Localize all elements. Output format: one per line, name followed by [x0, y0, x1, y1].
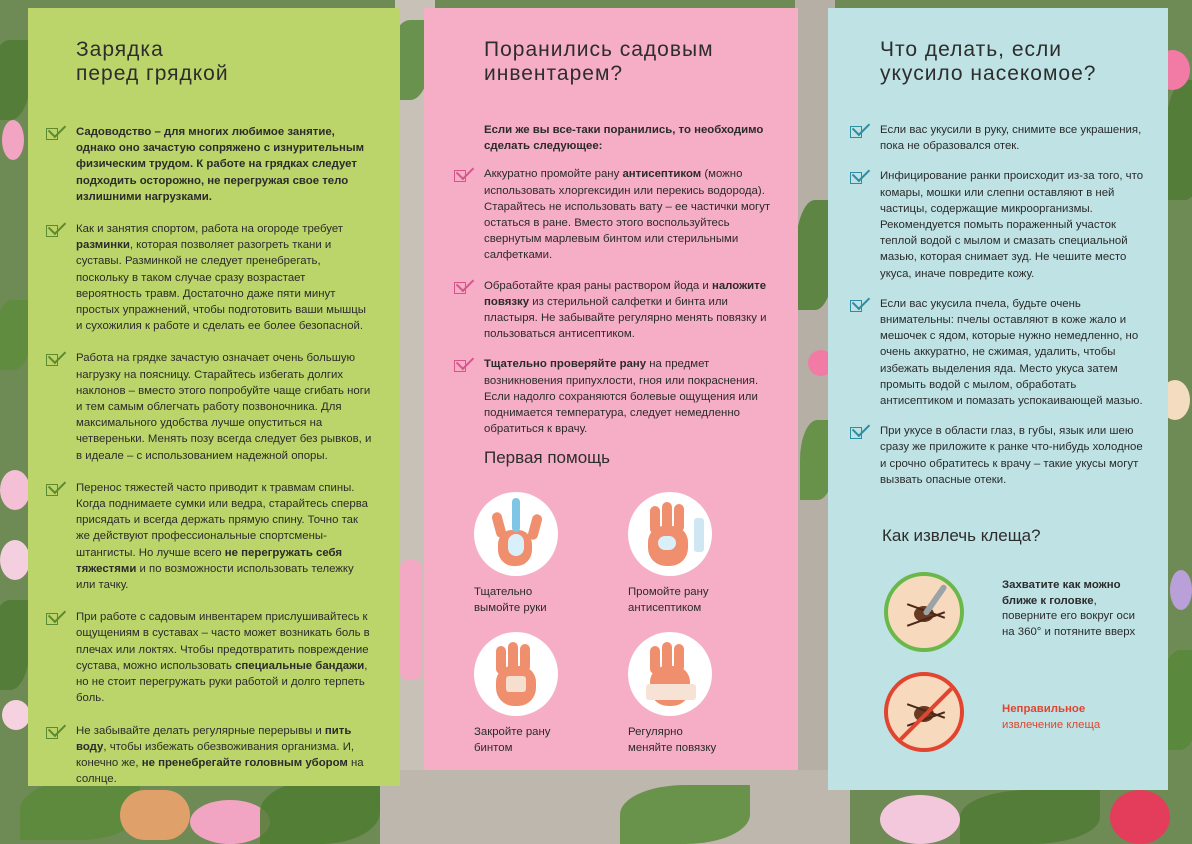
- aid-cover-wound: Закройте рану бинтом: [474, 632, 624, 756]
- aid-antiseptic: Промойте рану антисептиком: [628, 492, 778, 616]
- aid-change-bandage: Регулярно меняйте повязку: [628, 632, 778, 756]
- section-face: При укусе в области глаз, в губы, язык или шею сразу же приложите к ранке что-нибудь холодное и срочно обратитесь к врачу – такие укусы могут вызвать опасные отеки.: [880, 423, 1146, 488]
- panel-title: Что делать, если укусило насекомое?: [880, 38, 1097, 85]
- checkbox-icon: [850, 296, 870, 314]
- section-bee: Если вас укусила пчела, будьте очень внимательны: пчелы оставляют в коже жало и мешочек с ядом, которые нужно немедленно, но очень аккуратно, не сжимая, удалить, чтобы избежать выделения яда. Место укуса затем промыть водой с мылом, обработать антисептиком и помазать успокаивающей мазью.: [880, 296, 1146, 409]
- section-warmup: Как и занятия спортом, работа на огороде требует разминки, которая позволяет разогреть ткани и суставы. Разминкой не следует пренебрегать, поскольку в таком случае сразу возрастает вероятность травм. Достаточно даже пяти минут простых упражнений, чтобы подготовить ваши мышцы и сухожилия к работе и сделать ее более безопасной.: [76, 221, 372, 334]
- section-breaks: Не забывайте делать регулярные перерывы и пить воду, чтобы избежать обезвоживания организма. И, конечно же, не пренебрегайте головным убором на солнце.: [76, 723, 372, 788]
- antiseptic-hand-icon: [628, 492, 712, 576]
- section-back: Работа на грядке зачастую означает очень большую нагрузку на поясницу. Старайтесь избегать долгих наклонов – вместо этого попробуйте чаще сгибать ноги и тем самым облегчать работу позвоночника. Для максимального удобства лучше опуститься на четвереньки. Менять позу всегда следует без рывков, и в идеале – с использованием надежной опоры.: [76, 350, 372, 463]
- tick-title: Как извлечь клеща?: [882, 526, 1041, 545]
- section-infection: Инфицирование ранки происходит из-за того, что комары, мошки или слепни оставляют в ней частицы, содержащие микроорганизмы. Рекомендуется помыть пораженный участок теплой водой с мылом и смазать специальной мазью, которая снимает зуд. Не чешите место укуса, иначе повредите кожу.: [880, 168, 1146, 281]
- section-antiseptic: Аккуратно промойте рану антисептиком (можно использовать хлоргексидин или перекись водорода). Старайтесь не использовать вату – ее частички могут остаться в ране. Вместо этого воспользуйтесь свернутым марлевым бинтом или стерильными салфетками.: [484, 166, 776, 263]
- wrong-removal-text: Неправильное извлечение клеща: [1002, 703, 1101, 731]
- bandage-change-icon: [628, 632, 712, 716]
- panel-injury: [424, 8, 798, 770]
- panel-insect-bite: [828, 8, 1168, 790]
- section-intro: Если же вы все-таки поранились, то необходимо сделать следующее:: [484, 124, 764, 153]
- panel-title: Зарядка перед грядкой: [76, 38, 229, 85]
- checkbox-icon: [850, 122, 870, 140]
- checkbox-icon: [46, 350, 66, 368]
- section-bandage: Обработайте края раны раствором йода и наложите повязку из стерильной салфетки и бинта или пластыря. Не забывайте регулярно менять повязку и пользоваться антисептиком.: [484, 278, 776, 343]
- checkbox-icon: [850, 168, 870, 186]
- panel-warmup: [28, 8, 400, 786]
- wash-hands-icon: [474, 492, 558, 576]
- checkbox-icon: [46, 609, 66, 627]
- section-jewelry: Если вас укусили в руку, снимите все украшения, пока не образовался отек.: [880, 122, 1146, 154]
- section-intro: Садоводство – для многих любимое занятие, однако оно зачастую сопряжено с изнурительным физическим трудом. К работе на грядках следует подходить осторожно, не перегружая свое тело излишними нагрузками.: [76, 124, 372, 205]
- bandaged-hand-icon: [474, 632, 558, 716]
- checkbox-icon: [46, 124, 66, 142]
- checkbox-icon: [454, 166, 474, 184]
- aid-wash-hands: Тщательно вымойте руки: [474, 492, 624, 616]
- first-aid-title: Первая помощь: [484, 448, 610, 467]
- section-joints: При работе с садовым инвентарем прислушивайтесь к ощущениям в суставах – часто может возникать боль в плечах или локтях. Чтобы предотвратить повреждение сустава, можно использовать специальные бандажи, но не стоит перегружать руки работой и долго терпеть боль.: [76, 609, 372, 706]
- checkbox-icon: [46, 723, 66, 741]
- wrong-removal-icon: [884, 672, 964, 752]
- correct-removal-icon: [884, 572, 964, 652]
- section-check: Тщательно проверяйте рану на предмет возникновения припухлости, гноя или покраснения. Если надолго сохраняются болевые ощущения или поднимается температура, следует немедленно обратиться к врачу.: [484, 356, 776, 437]
- checkbox-icon: [46, 480, 66, 498]
- checkbox-icon: [850, 423, 870, 441]
- checkbox-icon: [454, 278, 474, 296]
- checkbox-icon: [454, 356, 474, 374]
- panel-title: Поранились садовым инвентарем?: [484, 38, 714, 85]
- correct-removal-text: Захватите как можно ближе к головке, поверните его вокруг оси на 360° и потяните вверх: [1002, 579, 1136, 638]
- section-lifting: Перенос тяжестей часто приводит к травмам спины. Когда поднимаете сумки или ведра, старайтесь сперва присядать и всегда держать прямую спину. Точно так же действуют профессиональные спортсмены-штангисты. Но лучше всего не перегружать себя тяжестями и по возможности использовать тележку или тачку.: [76, 480, 372, 593]
- checkbox-icon: [46, 221, 66, 239]
